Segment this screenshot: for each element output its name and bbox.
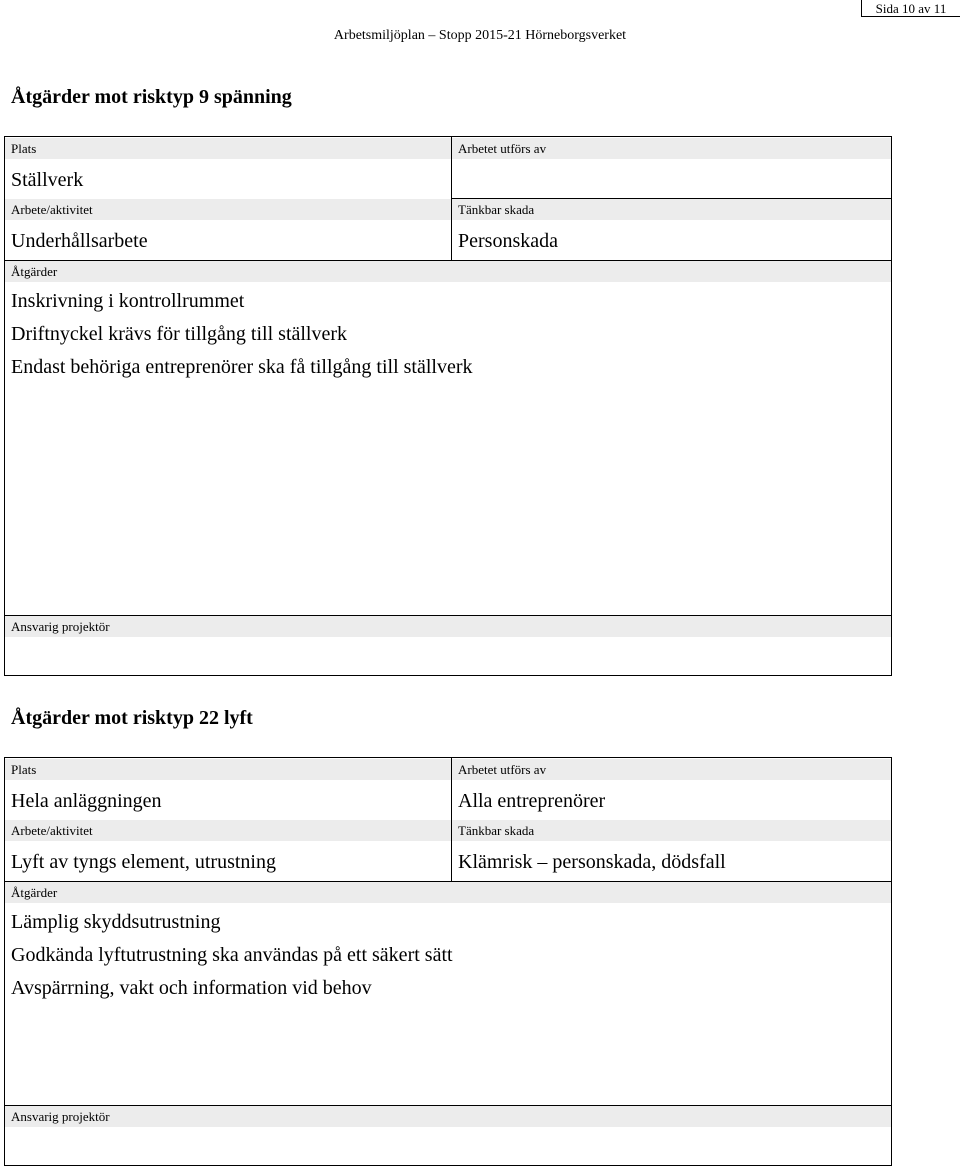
right-column — [452, 758, 891, 881]
atgard-item: Driftnyckel krävs för tillgång till ställverk — [11, 323, 348, 345]
atgarder-list — [11, 906, 453, 1005]
atgard-item: Inskrivning i kontrollrummet — [11, 290, 245, 312]
page-number: Sida 10 av 11 — [861, 0, 960, 17]
risk-form-risktyp-9 — [4, 136, 892, 676]
section-title-risktyp-22: Åtgärder mot risktyp 22 lyft — [11, 707, 253, 729]
atgard-item: Godkända lyftutrustning ska användas på ett säkert sätt — [11, 944, 453, 966]
atgard-item: Avspärrning, vakt och information vid behov — [11, 977, 372, 999]
utfors-label: Arbetet utförs av — [452, 759, 891, 780]
plats-value: Hela anläggningen — [11, 790, 162, 812]
atgarder-list — [11, 285, 473, 384]
skada-label: Tänkbar skada — [452, 199, 891, 220]
utfors-value: Alla entreprenörer — [458, 790, 606, 812]
risk-form-risktyp-22 — [4, 757, 892, 1166]
utfors-label: Arbetet utförs av — [452, 138, 891, 159]
right-row-divider — [451, 198, 891, 199]
arbete-label: Arbete/aktivitet — [5, 820, 451, 841]
ansvarig-label: Ansvarig projektör — [5, 616, 891, 637]
atgarder-label: Åtgärder — [5, 261, 891, 282]
arbete-label: Arbete/aktivitet — [5, 199, 451, 220]
atgard-item: Endast behöriga entreprenörer ska få tillgång till ställverk — [11, 356, 473, 378]
atgarder-label: Åtgärder — [5, 882, 891, 903]
ansvarig-label: Ansvarig projektör — [5, 1106, 891, 1127]
skada-value: Personskada — [458, 230, 558, 252]
arbete-value: Lyft av tyngs element, utrustning — [11, 851, 276, 873]
atgard-item: Lämplig skyddsutrustning — [11, 911, 221, 933]
plats-label: Plats — [5, 759, 451, 780]
running-header: Arbetsmiljöplan – Stopp 2015-21 Hörneborgsverket — [333, 28, 627, 43]
arbete-value: Underhållsarbete — [11, 230, 148, 252]
plats-value: Ställverk — [11, 169, 84, 191]
skada-value: Klämrisk – personskada, dödsfall — [458, 851, 726, 873]
left-column — [5, 758, 451, 881]
plats-label: Plats — [5, 138, 451, 159]
left-column — [5, 137, 451, 260]
column-divider — [451, 758, 452, 881]
section-title-risktyp-9: Åtgärder mot risktyp 9 spänning — [11, 86, 292, 108]
skada-label: Tänkbar skada — [452, 820, 891, 841]
